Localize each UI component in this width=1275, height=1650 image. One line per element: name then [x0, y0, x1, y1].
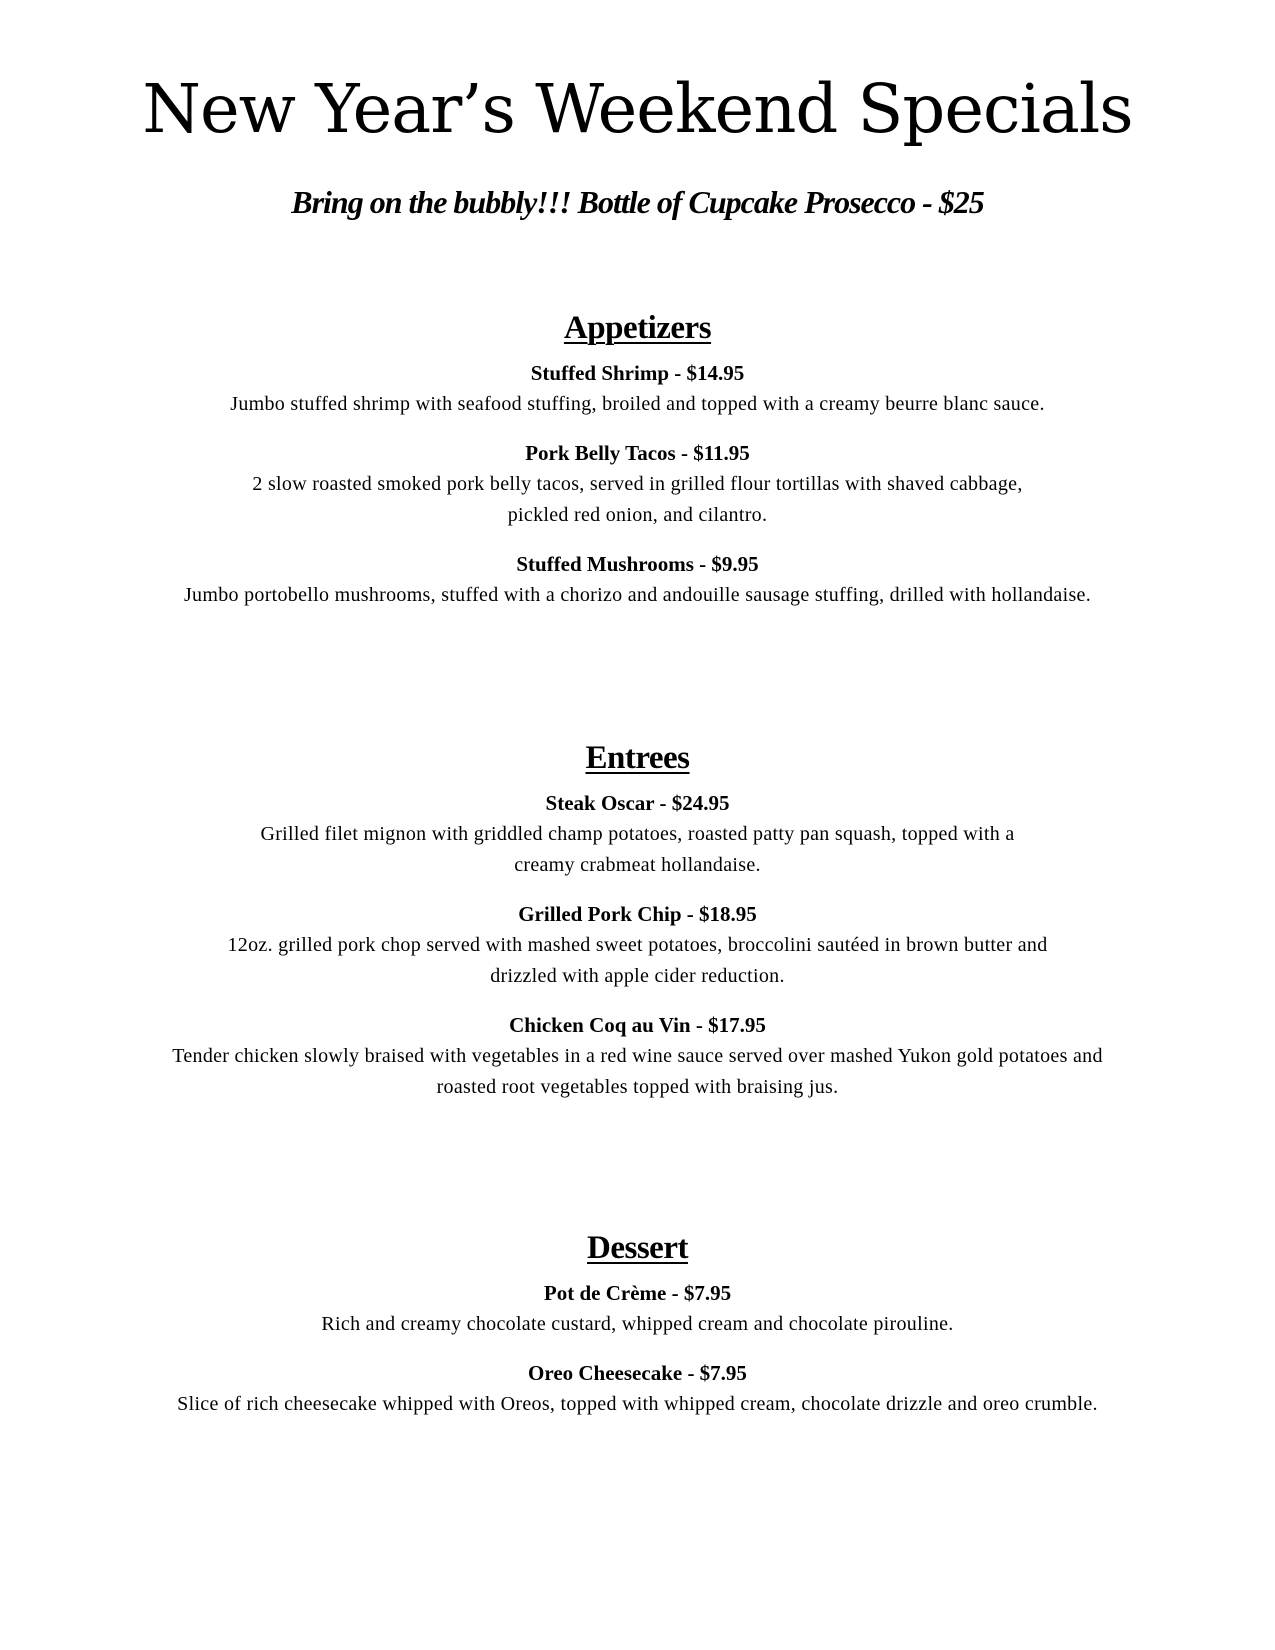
item-description-line: pickled red onion, and cilantro. — [507, 504, 768, 526]
section-dessert — [0, 1228, 1275, 1420]
item-description-line: Slice of rich cheesecake whipped with Oreos, topped with whipped cream, chocolate drizzle and oreo crumble. — [177, 1393, 1098, 1415]
item-description-line: Jumbo stuffed shrimp with seafood stuffing, broiled and topped with a creamy beurre blanc sauce. — [230, 393, 1045, 415]
item-description-line: Tender chicken slowly braised with vegetables in a red wine sauce served over mashed Yukon gold potatoes and — [172, 1045, 1103, 1067]
menu-item — [0, 899, 1275, 992]
page-title: New Year’s Weekend Specials — [142, 70, 1133, 148]
section-heading: Appetizers — [563, 310, 712, 346]
page-subtitle: Bring on the bubbly!!! Bottle of Cupcake Prosecco - $25 — [291, 184, 984, 220]
item-name: Oreo Cheesecake - $7.95 — [528, 1361, 747, 1385]
menu-item — [0, 358, 1275, 420]
menu-item — [0, 549, 1275, 611]
item-name: Chicken Coq au Vin - $17.95 — [509, 1013, 766, 1037]
item-name: Stuffed Mushrooms - $9.95 — [516, 552, 759, 576]
section-heading: Dessert — [587, 1230, 688, 1266]
menu-item — [0, 438, 1275, 531]
item-name: Stuffed Shrimp - $14.95 — [530, 361, 745, 385]
menu-item — [0, 1358, 1275, 1420]
menu-item — [0, 1010, 1275, 1103]
item-description-line: Rich and creamy chocolate custard, whipped cream and chocolate pirouline. — [321, 1313, 954, 1335]
section-heading: Entrees — [585, 740, 690, 776]
item-description-line: creamy crabmeat hollandaise. — [514, 854, 761, 876]
section-entrees — [0, 738, 1275, 1103]
item-description-line: roasted root vegetables topped with braising jus. — [436, 1076, 839, 1098]
item-description-line: 2 slow roasted smoked pork belly tacos, served in grilled flour tortillas with shaved cabbage, — [252, 473, 1023, 495]
item-description-line: 12oz. grilled pork chop served with mashed sweet potatoes, broccolini sautéed in brown butter and — [227, 934, 1048, 956]
item-name: Grilled Pork Chip - $18.95 — [518, 902, 757, 926]
menu-item — [0, 788, 1275, 881]
item-description-line: drizzled with apple cider reduction. — [490, 965, 785, 987]
item-description-line: Grilled filet mignon with griddled champ potatoes, roasted patty pan squash, topped with a — [260, 823, 1015, 845]
item-name: Pork Belly Tacos - $11.95 — [525, 441, 750, 465]
item-name: Pot de Crème - $7.95 — [543, 1281, 732, 1305]
menu-item — [0, 1278, 1275, 1340]
item-description-line: Jumbo portobello mushrooms, stuffed with a chorizo and andouille sausage stuffing, drilled with hollandaise. — [183, 584, 1092, 606]
section-appetizers — [0, 308, 1275, 611]
item-name: Steak Oscar - $24.95 — [545, 791, 730, 815]
